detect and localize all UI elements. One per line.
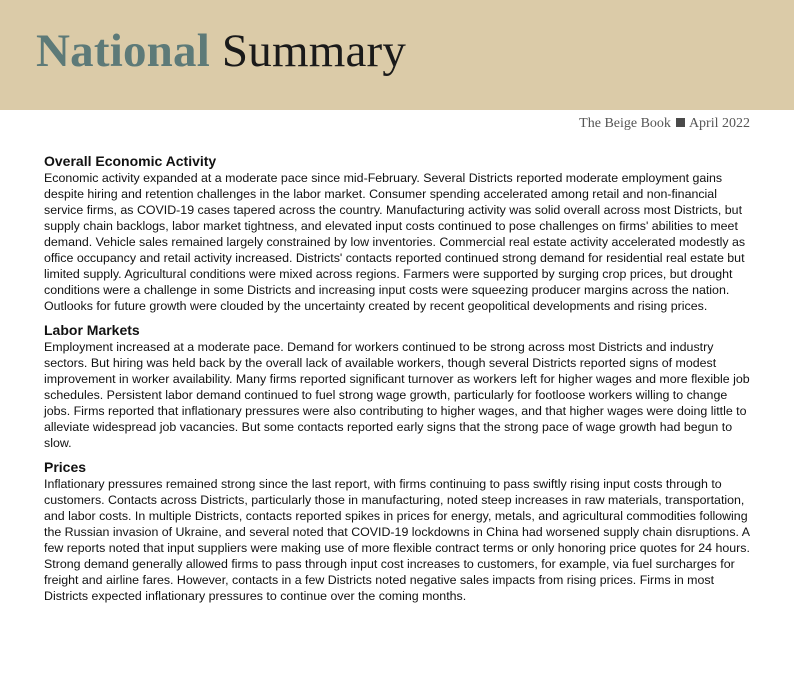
section-heading: Prices — [44, 459, 87, 475]
section-heading: Overall Economic Activity — [44, 153, 217, 169]
section-heading: Labor Markets — [44, 322, 140, 338]
page-title — [36, 23, 406, 79]
page-title-national: National — [36, 25, 210, 77]
title-banner — [0, 0, 794, 110]
document-body — [44, 153, 750, 612]
section-paragraph: Employment increased at a moderate pace. Demand for workers continued to be strong across most Districts and industry sectors. But hiring was held back by the overall lack of available workers, though several Districts reported signs of modest improvement in worker availability. Many firms reported significant turnover as workers left for higher wages and more flexible job schedules. Persistent labor demand continued to fuel strong wage growth, particularly for footloose workers willing to change jobs. Firms reported that inflationary pressures were also contributing to higher wages, and that higher wages were doing little to alleviate widespread job vacancies. But some contacts reported early signs that the strong pace of wage growth had begun to slow. — [44, 340, 750, 450]
square-separator-icon — [676, 118, 685, 127]
publication-date: April 2022 — [688, 116, 750, 131]
section-overall-economic-activity — [44, 153, 750, 314]
publication-name: The Beige Book — [579, 116, 671, 131]
section-paragraph: Economic activity expanded at a moderate pace since mid-February. Several Districts reported moderate employment gains despite hiring and retention challenges in the labor market. Consumer spending accelerated among retail and non-financial service firms, as COVID-19 cases tapered across the country. Manufacturing activity was solid overall across most Districts, but supply chain backlogs, labor market tightness, and elevated input costs continued to pose challenges on firms' abilities to meet demand. Vehicle sales remained largely constrained by low inventories. Commercial real estate activity accelerated modestly as office occupancy and retail activity increased. Districts' contacts reported continued strong demand for residential real estate but limited supply. Agricultural conditions were mixed across regions. Farmers were supported by surging crop prices, but drought conditions were a challenge in some Districts and increasing input costs were squeezing producer margins across the nation. Outlooks for future growth were clouded by the uncertainty created by recent geopolitical developments and rising prices. — [44, 171, 746, 313]
section-prices — [44, 459, 750, 604]
publication-line — [579, 115, 750, 133]
section-paragraph: Inflationary pressures remained strong since the last report, with firms continuing to pass swiftly rising input costs through to customers. Contacts across Districts, particularly those in manufacturing, noted steep increases in raw materials, transportation, and labor costs. In multiple Districts, contacts reported spikes in prices for energy, metals, and agricultural commodities following the Russian invasion of Ukraine, and several noted that COVID-19 lockdowns in China had worsened supply chain disruptions. A few reports noted that input suppliers were making use of more flexible contract terms or only honoring price quotes for 24 hours. Strong demand generally allowed firms to pass through input cost increases to customers, for example, via fuel surcharges for freight and airline fares. However, contacts in a few Districts noted negative sales impacts from rising prices. Firms in most Districts expected inflationary pressures to continue over the coming months. — [44, 477, 750, 603]
section-labor-markets — [44, 322, 750, 451]
page-title-summary: Summary — [221, 25, 407, 77]
